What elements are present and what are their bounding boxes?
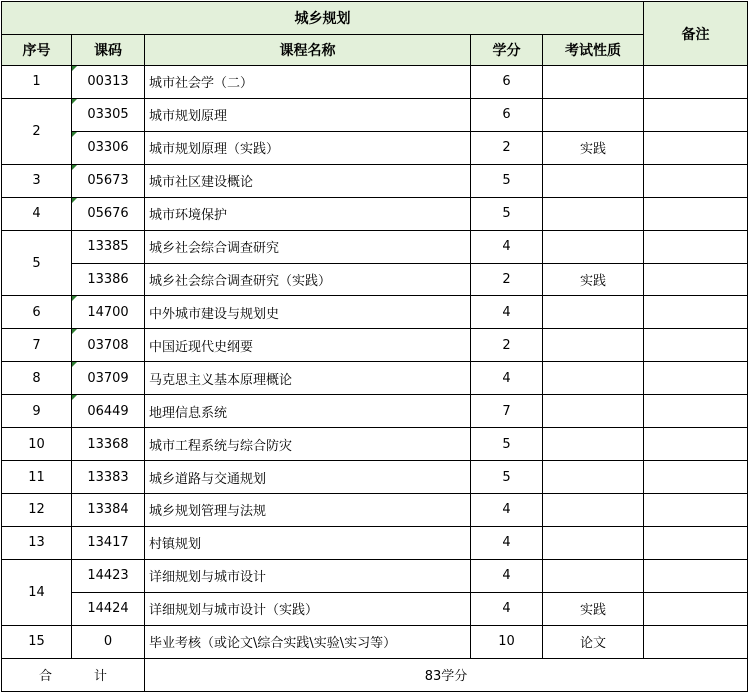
code-cell xyxy=(72,461,145,494)
remark-cell xyxy=(644,592,748,625)
remark-cell xyxy=(644,362,748,395)
seq-cell: 2 xyxy=(2,98,72,164)
credit-cell: 4 xyxy=(471,559,543,592)
table-row xyxy=(2,493,748,526)
name-cell: 马克思主义基本原理概论 xyxy=(145,362,471,395)
table-row xyxy=(2,592,748,625)
exam-type-cell xyxy=(543,362,644,395)
course-table xyxy=(1,1,748,692)
exam-type-cell xyxy=(543,493,644,526)
code-text: 13383 xyxy=(87,469,129,485)
comment-marker-icon xyxy=(72,296,77,301)
code-text: 03306 xyxy=(87,140,129,156)
code-cell xyxy=(72,559,145,592)
credit-cell: 4 xyxy=(471,362,543,395)
name-cell: 城市规划原理 xyxy=(145,98,471,131)
exam-type-cell xyxy=(543,559,644,592)
seq-cell: 7 xyxy=(2,329,72,362)
seq-cell: 3 xyxy=(2,164,72,197)
remark-cell xyxy=(644,98,748,131)
total-value: 83学分 xyxy=(145,658,748,691)
code-cell xyxy=(72,395,145,428)
name-cell: 城市社区建设概论 xyxy=(145,164,471,197)
remark-cell xyxy=(644,559,748,592)
code-cell xyxy=(72,230,145,263)
code-cell xyxy=(72,362,145,395)
table-row xyxy=(2,197,748,230)
credit-cell: 4 xyxy=(471,493,543,526)
credit-cell: 5 xyxy=(471,461,543,494)
credit-header: 学分 xyxy=(471,35,543,66)
table-row xyxy=(2,395,748,428)
table-row xyxy=(2,66,748,99)
credit-cell: 4 xyxy=(471,296,543,329)
remark-cell xyxy=(644,461,748,494)
credit-cell: 5 xyxy=(471,428,543,461)
table-title: 城乡规划 xyxy=(2,2,644,35)
name-cell: 城乡社会综合调查研究 xyxy=(145,230,471,263)
total-label xyxy=(2,658,145,691)
code-cell xyxy=(72,98,145,131)
remark-cell xyxy=(644,329,748,362)
total-label-left: 合 xyxy=(38,669,52,685)
code-text: 03305 xyxy=(87,107,129,123)
exam-type-cell xyxy=(543,66,644,99)
comment-marker-icon xyxy=(72,198,77,203)
code-cell xyxy=(72,296,145,329)
name-cell: 城市规划原理（实践） xyxy=(145,131,471,164)
remark-cell xyxy=(644,526,748,559)
seq-cell: 1 xyxy=(2,66,72,99)
name-cell: 详细规划与城市设计（实践） xyxy=(145,592,471,625)
comment-marker-icon xyxy=(72,165,77,170)
seq-cell: 5 xyxy=(2,230,72,296)
code-text: 0 xyxy=(103,634,113,650)
code-text: 14424 xyxy=(87,601,129,617)
remark-cell xyxy=(644,296,748,329)
table-row xyxy=(2,625,748,658)
name-cell: 城市工程系统与综合防灾 xyxy=(145,428,471,461)
code-text: 14423 xyxy=(87,568,129,584)
table-row xyxy=(2,559,748,592)
remark-cell xyxy=(644,164,748,197)
code-cell xyxy=(72,66,145,99)
seq-cell: 13 xyxy=(2,526,72,559)
seq-cell: 15 xyxy=(2,625,72,658)
name-cell: 城乡道路与交通规划 xyxy=(145,461,471,494)
exam-type-cell xyxy=(543,329,644,362)
table-row xyxy=(2,461,748,494)
credit-cell: 2 xyxy=(471,263,543,296)
code-text: 05676 xyxy=(87,206,129,222)
name-cell: 城市社会学（二） xyxy=(145,66,471,99)
remark-cell xyxy=(644,263,748,296)
credit-cell: 10 xyxy=(471,625,543,658)
code-cell xyxy=(72,164,145,197)
table-row xyxy=(2,296,748,329)
table-row xyxy=(2,263,748,296)
name-cell: 毕业考核（或论文\综合实践\实验\实习等） xyxy=(145,625,471,658)
exam-type-cell xyxy=(543,197,644,230)
remark-cell xyxy=(644,197,748,230)
seq-cell: 9 xyxy=(2,395,72,428)
seq-header: 序号 xyxy=(2,35,72,66)
name-cell: 中外城市建设与规划史 xyxy=(145,296,471,329)
seq-cell: 6 xyxy=(2,296,72,329)
code-cell xyxy=(72,197,145,230)
code-cell xyxy=(72,263,145,296)
code-cell xyxy=(72,526,145,559)
credit-cell: 2 xyxy=(471,131,543,164)
name-header: 课程名称 xyxy=(145,35,471,66)
comment-marker-icon xyxy=(72,132,77,137)
seq-cell: 4 xyxy=(2,197,72,230)
exam-type-cell xyxy=(543,230,644,263)
credit-cell: 4 xyxy=(471,230,543,263)
exam-type-cell: 实践 xyxy=(543,592,644,625)
code-text: 03708 xyxy=(87,337,129,353)
remark-cell xyxy=(644,230,748,263)
exam-type-cell xyxy=(543,428,644,461)
table-row xyxy=(2,362,748,395)
seq-cell: 11 xyxy=(2,461,72,494)
table-row xyxy=(2,131,748,164)
exam-type-cell xyxy=(543,395,644,428)
code-text: 13368 xyxy=(87,436,129,452)
seq-cell: 10 xyxy=(2,428,72,461)
code-text: 05673 xyxy=(87,173,129,189)
comment-marker-icon xyxy=(72,99,77,104)
exam-type-cell: 论文 xyxy=(543,625,644,658)
seq-cell: 14 xyxy=(2,559,72,625)
exam-type-cell xyxy=(543,526,644,559)
code-text: 13384 xyxy=(87,502,129,518)
credit-cell: 4 xyxy=(471,526,543,559)
credit-cell: 5 xyxy=(471,197,543,230)
credit-cell: 7 xyxy=(471,395,543,428)
code-cell xyxy=(72,131,145,164)
exam-type-cell xyxy=(543,461,644,494)
table-row xyxy=(2,164,748,197)
code-text: 13386 xyxy=(87,271,129,287)
code-text: 13417 xyxy=(87,535,129,551)
code-text: 13385 xyxy=(87,239,129,255)
name-cell: 村镇规划 xyxy=(145,526,471,559)
name-cell: 地理信息系统 xyxy=(145,395,471,428)
credit-cell: 4 xyxy=(471,592,543,625)
exam-type-cell: 实践 xyxy=(543,263,644,296)
name-cell: 城市环境保护 xyxy=(145,197,471,230)
table-row xyxy=(2,230,748,263)
credit-cell: 6 xyxy=(471,66,543,99)
table-row xyxy=(2,526,748,559)
credit-cell: 2 xyxy=(471,329,543,362)
seq-cell: 8 xyxy=(2,362,72,395)
code-cell xyxy=(72,625,145,658)
remark-cell xyxy=(644,625,748,658)
remark-cell xyxy=(644,428,748,461)
exam-type-cell xyxy=(543,98,644,131)
remark-cell xyxy=(644,66,748,99)
comment-marker-icon xyxy=(72,329,77,334)
name-cell: 中国近现代史纲要 xyxy=(145,329,471,362)
code-text: 14700 xyxy=(87,304,129,320)
table-row xyxy=(2,428,748,461)
code-text: 06449 xyxy=(87,403,129,419)
total-label-right: 计 xyxy=(94,669,108,685)
code-cell xyxy=(72,493,145,526)
remark-cell xyxy=(644,395,748,428)
code-header: 课码 xyxy=(72,35,145,66)
table-row xyxy=(2,329,748,362)
code-text: 03709 xyxy=(87,370,129,386)
credit-cell: 6 xyxy=(471,98,543,131)
exam-type-cell xyxy=(543,296,644,329)
exam-type-header: 考试性质 xyxy=(543,35,644,66)
table-row xyxy=(2,98,748,131)
exam-type-cell xyxy=(543,164,644,197)
comment-marker-icon xyxy=(72,66,77,71)
code-cell xyxy=(72,592,145,625)
code-cell xyxy=(72,428,145,461)
total-row xyxy=(2,658,748,691)
seq-cell: 12 xyxy=(2,493,72,526)
remark-header: 备注 xyxy=(644,2,748,66)
name-cell: 城乡社会综合调查研究（实践） xyxy=(145,263,471,296)
name-cell: 详细规划与城市设计 xyxy=(145,559,471,592)
remark-cell xyxy=(644,131,748,164)
remark-cell xyxy=(644,493,748,526)
comment-marker-icon xyxy=(72,362,77,367)
code-cell xyxy=(72,329,145,362)
credit-cell: 5 xyxy=(471,164,543,197)
code-text: 00313 xyxy=(87,74,129,90)
exam-type-cell: 实践 xyxy=(543,131,644,164)
comment-marker-icon xyxy=(72,395,77,400)
name-cell: 城乡规划管理与法规 xyxy=(145,493,471,526)
